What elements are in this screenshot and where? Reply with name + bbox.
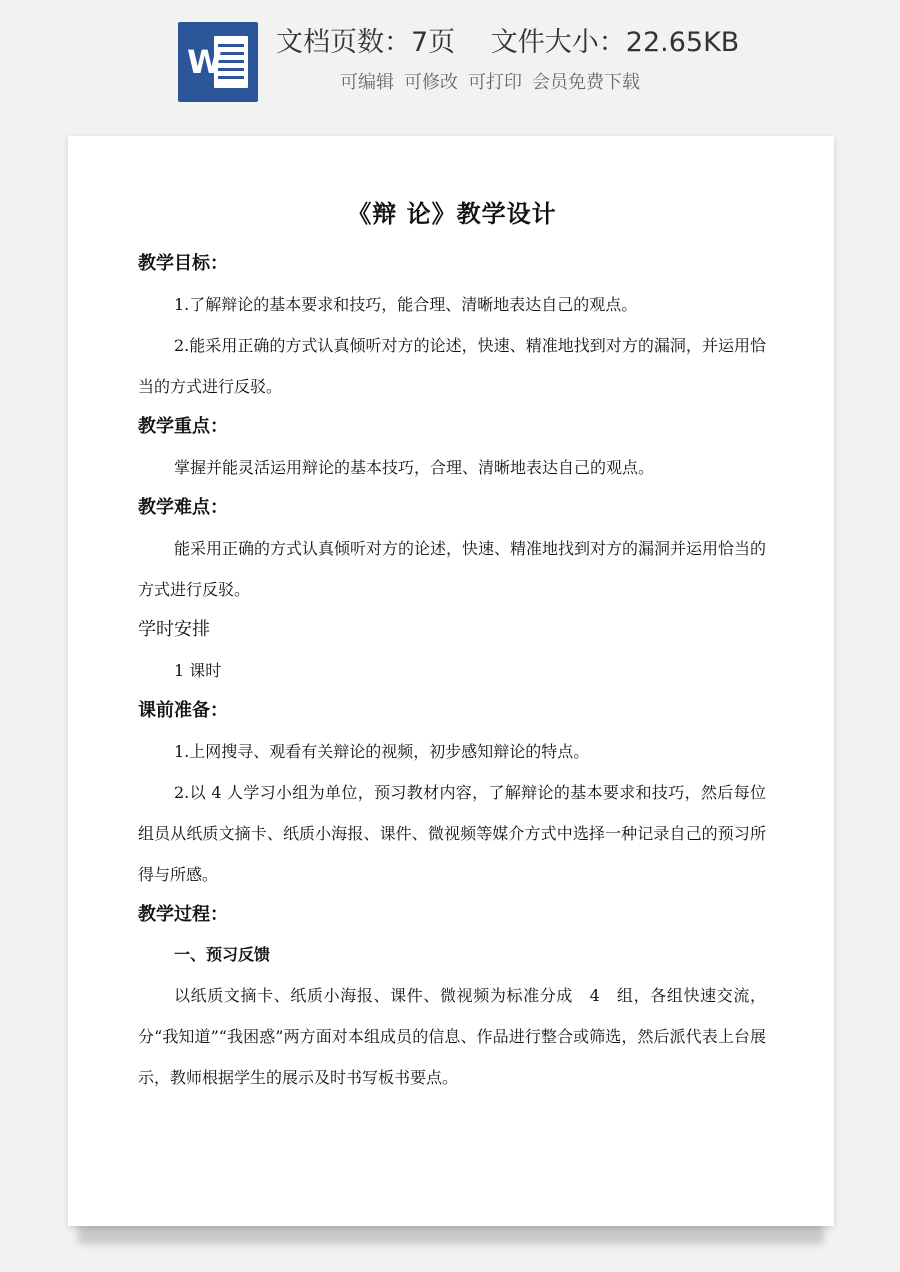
step1-text: 以纸质文摘卡、纸质小海报、课件、微视频为标准分成 4 组，各组快速交流，分“我知道”“我困惑”两方面对本组成员的信息、作品进行整合或筛选，然后派代表上台展示，教师根据学生的展示及时书写板书要点。 — [138, 986, 766, 1087]
prep-item: 2.以 4 人学习小组为单位，预习教材内容，了解辩论的基本要求和技巧，然后每位组员从纸质文摘卡、纸质小海报、课件、微视频等媒介方式中选择一种记录自己的预习所得与所感。 — [138, 783, 766, 884]
schedule-text: 1 课时 — [174, 661, 222, 680]
document-page — [68, 136, 834, 1226]
focus-text: 掌握并能灵活运用辩论的基本技巧，合理、清晰地表达自己的观点。 — [174, 458, 655, 477]
prep-heading: 课前准备： — [138, 700, 228, 721]
feature-editable: 可编辑 — [340, 72, 394, 93]
document-title: 《辩 论》教学设计 — [347, 200, 557, 228]
feature-list — [340, 68, 650, 94]
document-content — [138, 196, 766, 1098]
difficulty-text: 能采用正确的方式认真倾听对方的论述，快速、精准地找到对方的漏洞并运用恰当的方式进行反驳。 — [138, 539, 767, 599]
prep-item: 1.上网搜寻、观看有关辩论的视频，初步感知辩论的特点。 — [174, 742, 590, 761]
file-stats — [276, 20, 739, 59]
goals-heading: 教学目标： — [138, 253, 228, 274]
page-count-label: 文档页数：7页 — [276, 27, 456, 58]
word-icon-letter: W — [187, 43, 223, 81]
feature-member-download: 会员免费下载 — [532, 72, 640, 93]
goal-item: 2.能采用正确的方式认真倾听对方的论述，快速、精准地找到对方的漏洞，并运用恰当的方式进行反驳。 — [138, 336, 766, 396]
step1-heading: 一、预习反馈 — [174, 945, 271, 964]
feature-modifiable: 可修改 — [404, 72, 458, 93]
schedule-heading: 学时安排 — [138, 619, 210, 640]
focus-heading: 教学重点： — [138, 416, 228, 437]
goal-item: 1.了解辩论的基本要求和技巧，能合理、清晰地表达自己的观点。 — [174, 295, 638, 314]
word-document-icon — [178, 22, 258, 102]
file-size-label: 文件大小：22.65KB — [490, 27, 740, 58]
process-heading: 教学过程： — [138, 904, 228, 925]
download-info-header — [0, 0, 900, 120]
difficulty-heading: 教学难点： — [138, 497, 228, 518]
feature-printable: 可打印 — [468, 72, 522, 93]
